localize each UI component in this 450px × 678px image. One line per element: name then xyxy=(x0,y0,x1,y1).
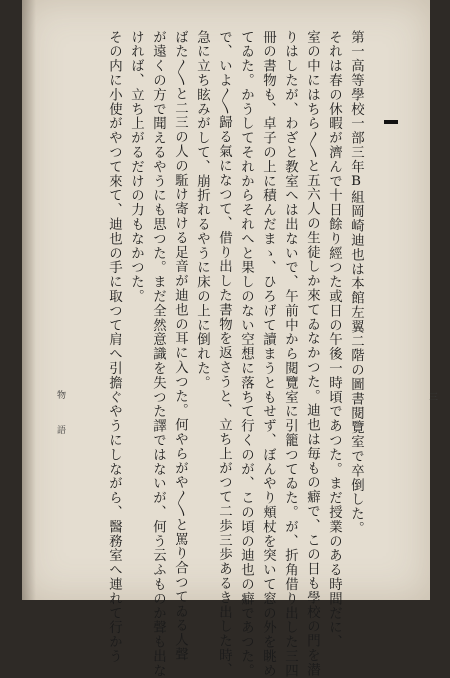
text-line-7: で、いよ〳〵歸る氣になつて、借り出した書物を返さうと、立ち上がつて二歩三歩あるき出した時、 xyxy=(216,30,232,677)
running-head: 物 語 xyxy=(55,390,65,442)
text-line-5: 冊の書物も、卓子の上に積んだまゝ、ひろげて讀まうともせず、ぼんやり頬杖を突いて窓の外を眺め xyxy=(260,30,276,678)
chapter-number-mark xyxy=(384,120,398,124)
page-gutter-shadow xyxy=(22,0,36,600)
book-page xyxy=(22,0,437,678)
page-number: 三 xyxy=(427,392,437,401)
text-line-9: ばた〳〵と二三の人の駈け寄ける足音が迪也の耳に入つた。何やらがや〳〵と罵り合つてゐる人聲 xyxy=(172,30,188,662)
text-line-2: それは春の休暇が濟んで十日餘り經つた或日の午後一時頃であつた。まだ授業のある時間だに、 xyxy=(326,30,342,650)
text-line-1: 第一高等學校一部三年B組岡崎迪也は本館左翼二階の圖書閱覽室で卒倒した。 xyxy=(348,30,364,536)
text-line-8: 急に立ち眩みがして、崩折れるやうに床の上に倒れた。 xyxy=(194,30,210,390)
text-line-4: りはしたが、わざと教室へは出ないで、午前中から閱覽室に引籠つてゐた。が、折角借り出した三四 xyxy=(282,30,298,678)
text-line-11: ければ、立ち上がるだけの力もなかつた。 xyxy=(128,30,144,304)
text-line-10: が遠くの方で聞えるやうにも思つた。まだ全然意識を失つた譯ではないが、何う云ふものか聲も出な xyxy=(150,30,166,678)
text-line-12: その内に小使がやつて來て、迪也の手に取つて肩へ引擔ぐやうにしながら、醫務室へ連れて行かう xyxy=(106,30,122,664)
text-line-6: てゐた。かうしてそれからそれへと果しのない空想に落ちて行くのが、この頃の迪也の癖であつた。 xyxy=(238,30,254,678)
text-line-3: 室の中にはちら〳〵と五六人の生徒しか來てゐなかつた。迪也は毎もの癖で、この日も學校の門を潜 xyxy=(304,30,320,677)
